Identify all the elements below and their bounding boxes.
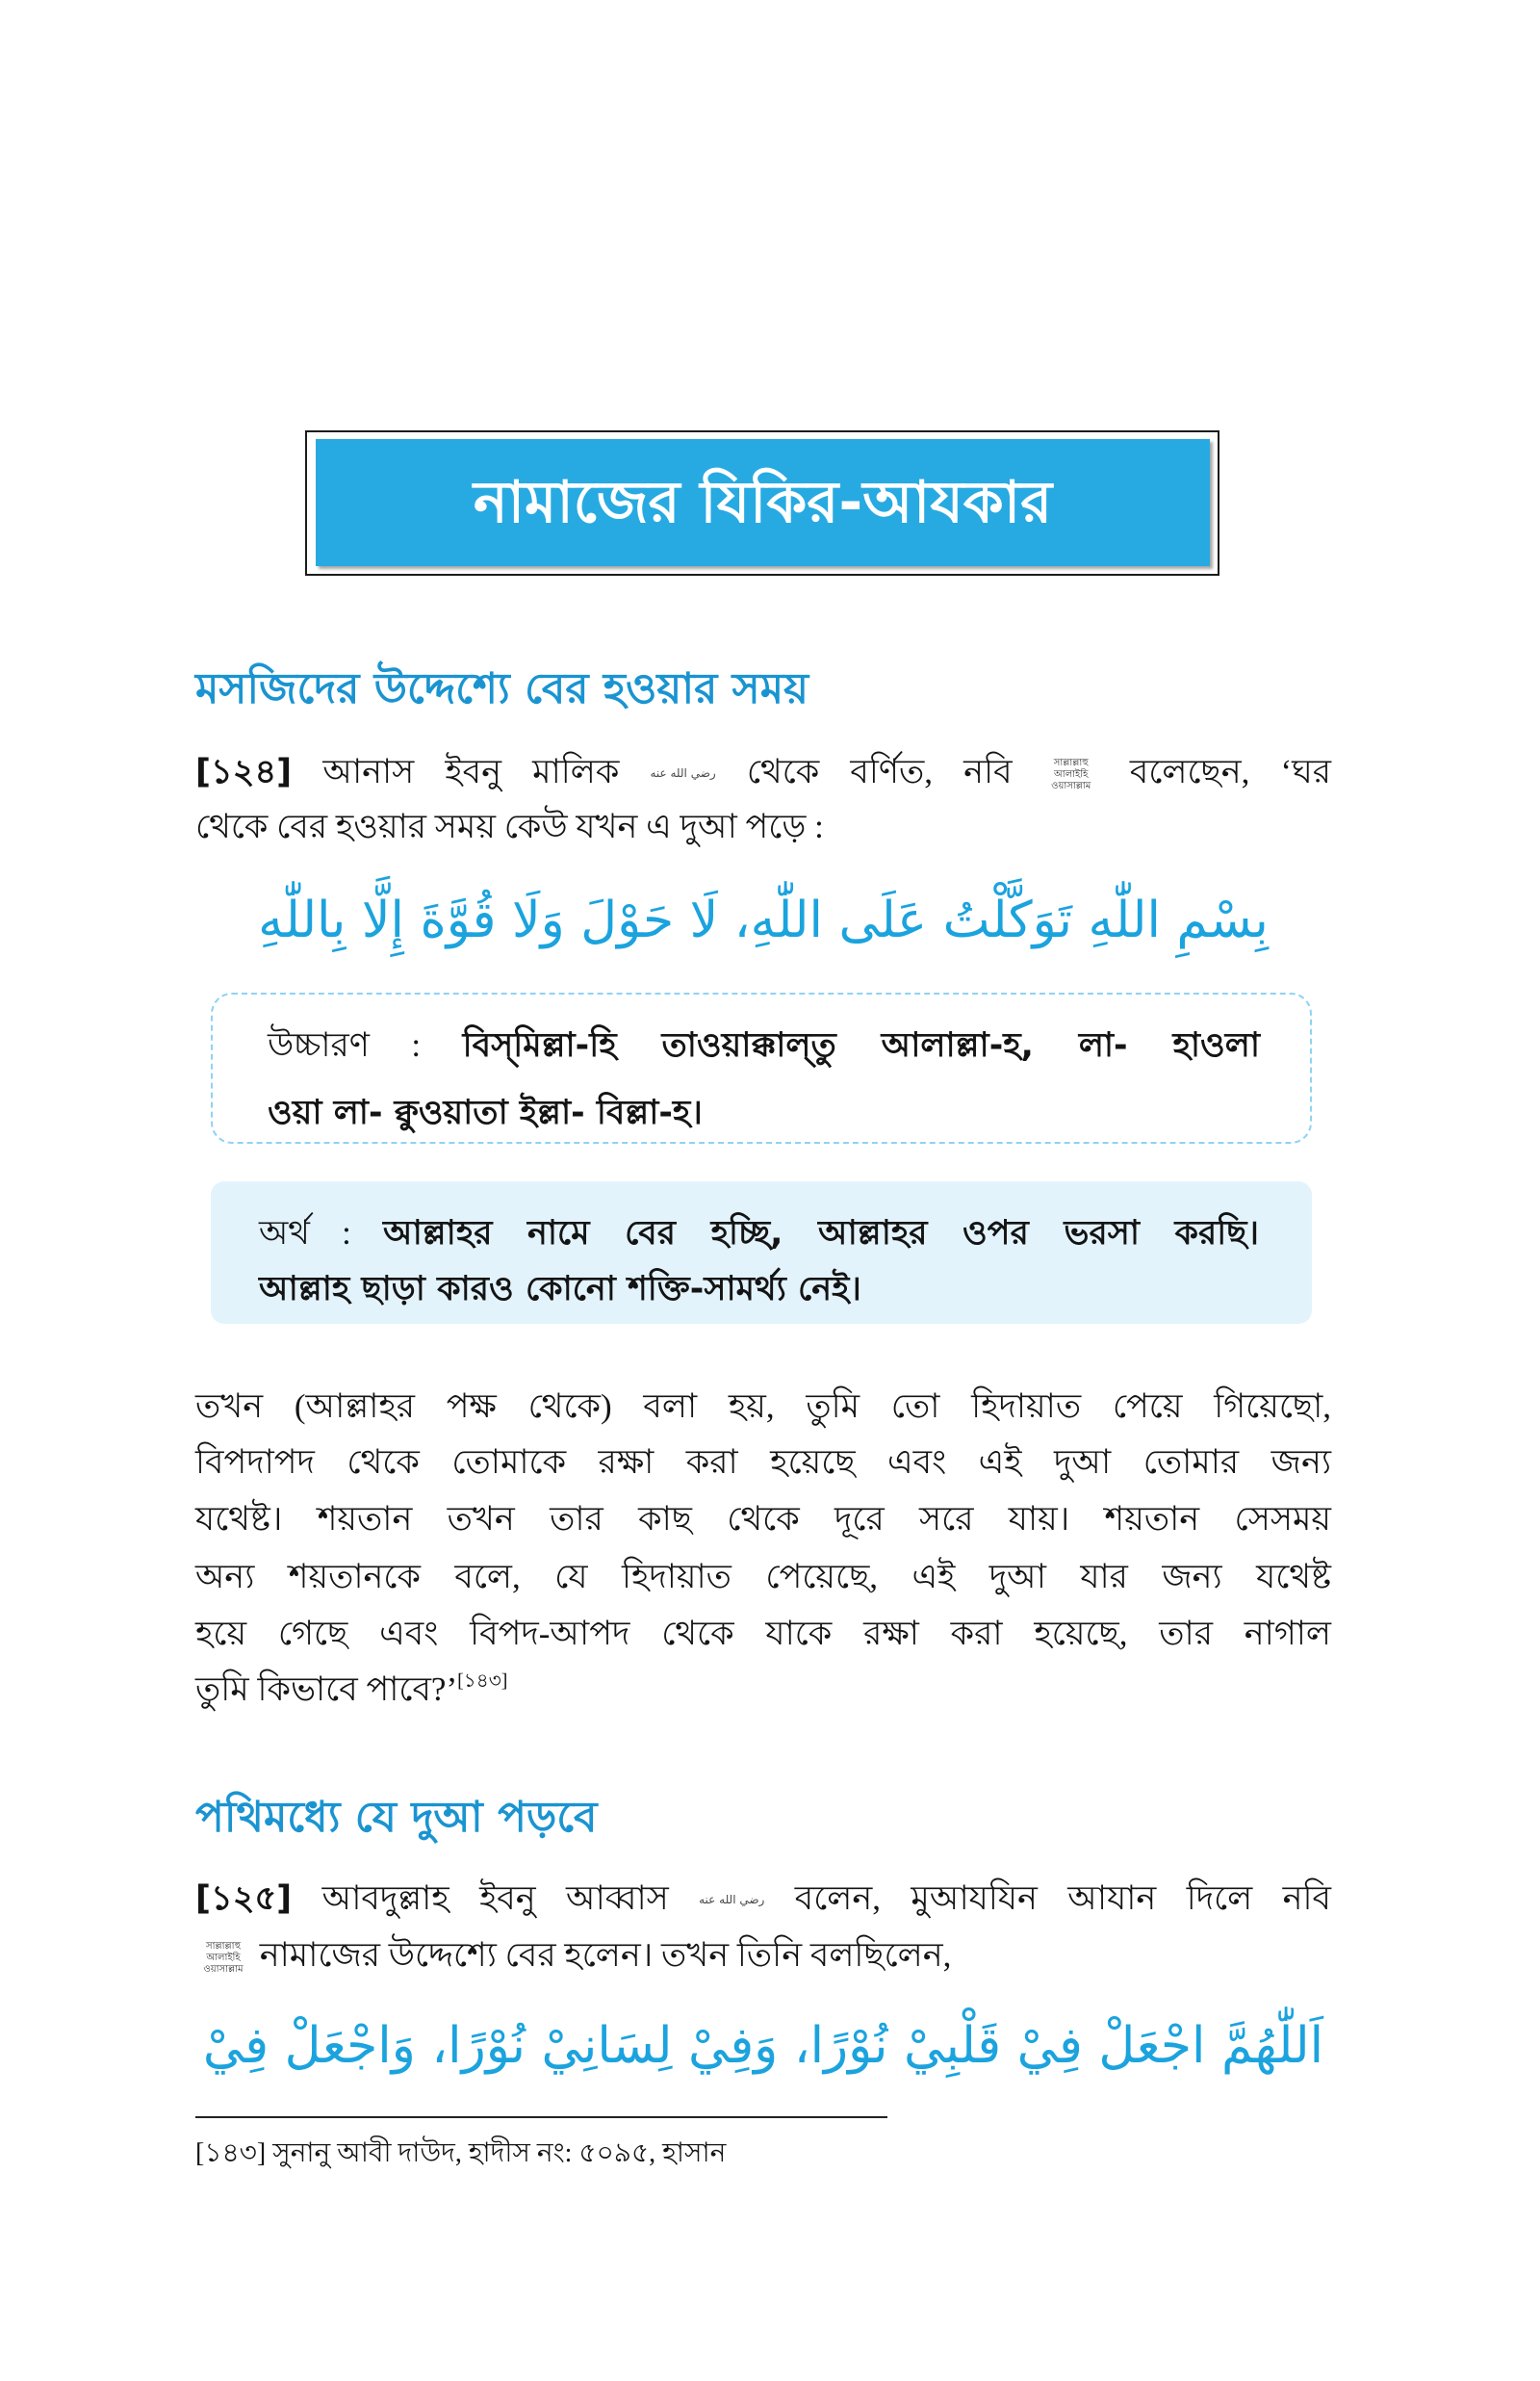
paragraph-line: যথেষ্ট। শয়তান তখন তার কাছ থেকে দূরে সরে যায়। শয়তান সেসময়	[195, 1500, 1331, 1538]
arabic-dua-leaving-home: بِسْمِ اللّٰهِ تَوَكَّلْتُ عَلَى اللّٰهِ، لَا حَوْلَ وَلَا قُوَّةَ إِلَّا بِاللّٰهِ	[258, 892, 1269, 949]
section-heading-leaving-for-mosque: মসজিদের উদ্দেশ্যে বের হওয়ার সময়	[195, 664, 809, 713]
radiyallahu-anhu-symbol: رضي الله عنه	[699, 1893, 765, 1906]
section-heading-dua-on-the-way: পথিমধ্যে যে দুআ পড়বে	[195, 1793, 598, 1842]
paragraph-line: বিপদাপদ থেকে তোমাকে রক্ষা করা হয়েছে এবং এই দুআ তোমার জন্য	[195, 1443, 1331, 1481]
chapter-title-frame	[305, 430, 1219, 576]
salawat-line: আলাইহি	[1054, 768, 1089, 780]
pronunciation-box	[211, 993, 1312, 1144]
salawat-line: ওয়াসাল্লাম	[203, 1963, 244, 1975]
hadith-text: বলেছেন, ‘ঘর	[1129, 753, 1332, 790]
radiyallahu-anhu-symbol: رضي الله عنه	[650, 766, 716, 780]
hadith-125-line-2	[195, 1928, 1331, 1983]
pronunciation-text: বিস্‌মিল্লা-হি তাওয়াক্কাল্‌তু আলাল্লা-হ, লা- হাওলা	[462, 1026, 1260, 1065]
paragraph-line: তখন (আল্লাহর পক্ষ থেকে) বলা হয়, তুমি তো হিদায়াত পেয়ে গিয়েছো,	[195, 1387, 1331, 1425]
hadith-124-line-1	[195, 744, 1331, 800]
hadith-text: নামাজের উদ্দেশ্যে বের হলেন। তখন তিনি বলছিলেন,	[259, 1936, 952, 1974]
salawat-line: আলাইহি	[206, 1952, 241, 1963]
pronunciation-line-2: ওয়া লা- ক্বুওয়াতা ইল্লা- বিল্লা-হ।	[268, 1094, 703, 1132]
meaning-line-2: আল্লাহ ছাড়া কারও কোনো শক্তি-সামর্থ্য নেই।	[259, 1270, 861, 1308]
hadith-124-line-2: থেকে বের হওয়ার সময় কেউ যখন এ দুআ পড়ে :	[195, 808, 824, 845]
pronunciation-label: উচ্চারণ :	[268, 1026, 422, 1064]
paragraph-line: অন্য শয়তানকে বলে, যে হিদায়াত পেয়েছে, এই দুআ যার জন্য যথেষ্ট	[195, 1558, 1331, 1595]
paragraph-text: তুমি কিভাবে পাবে?’	[195, 1670, 458, 1708]
hadith-125-line-1	[195, 1871, 1331, 1927]
salawat-symbol	[195, 1941, 251, 1976]
chapter-title-box	[316, 439, 1210, 566]
meaning-box	[211, 1181, 1312, 1324]
meaning-line-1	[259, 1205, 1259, 1261]
meaning-label: অর্থ :	[259, 1214, 351, 1252]
paragraph-line: হয়ে গেছে এবং বিপদ-আপদ থেকে যাকে রক্ষা করা হয়েছে, তার নাগাল	[195, 1615, 1331, 1652]
hadith-number: [১২৪]	[195, 753, 293, 791]
meaning-text: আল্লাহর নামে বের হচ্ছি, আল্লাহর ওপর ভরসা করছি।	[382, 1214, 1260, 1253]
footnote-divider	[195, 2116, 887, 2118]
hadith-text: বলেন, মুআযযিন আযান দিলে নবি	[794, 1879, 1332, 1917]
footnote-text: [১৪৩] সুনানু আবী দাউদ, হাদীস নং: ৫০৯৫, হাসান	[195, 2138, 727, 2168]
arabic-dua-on-the-way: اَللّٰهُمَّ اجْعَلْ فِيْ قَلْبِيْ نُوْرًا، وَفِيْ لِسَانِيْ نُوْرًا، وَاجْعَلْ فِيْ	[202, 2017, 1324, 2075]
pronunciation-line-1	[268, 1018, 1260, 1074]
footnote-reference: [১৪৩]	[457, 1670, 508, 1692]
hadith-text: আবদুল্লাহ ইবনু আব্বাস	[321, 1879, 669, 1917]
salawat-symbol	[1043, 758, 1099, 792]
salawat-line: ওয়াসাল্লাম	[1051, 780, 1091, 791]
hadith-text: থেকে বর্ণিত, নবি	[746, 753, 1013, 790]
paragraph-last-line	[195, 1662, 1331, 1718]
hadith-number: [১২৫]	[195, 1879, 293, 1918]
chapter-title: নামাজের যিকির-আযকার	[473, 469, 1053, 536]
salawat-line: সাল্লাল্লাহু	[1053, 757, 1089, 768]
salawat-line: সাল্লাল্লাহু	[206, 1940, 241, 1952]
hadith-text: আনাস ইবনু মালিক	[322, 753, 620, 790]
